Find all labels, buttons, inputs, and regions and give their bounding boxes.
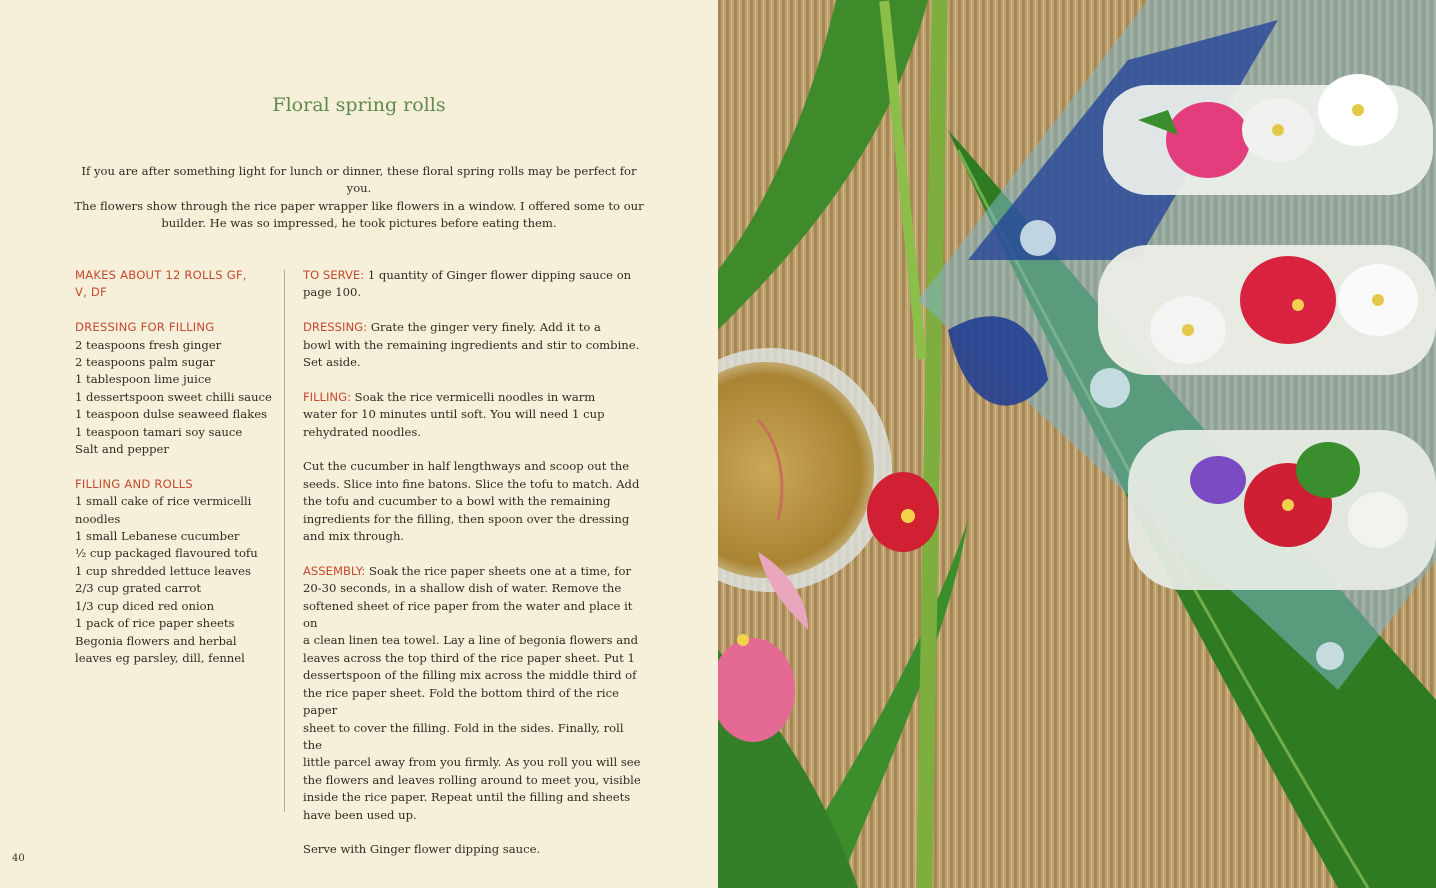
ingredient-item: noodles bbox=[75, 511, 121, 526]
to-serve-label: TO SERVE: bbox=[303, 268, 365, 282]
filling-label: FILLING: bbox=[303, 389, 351, 404]
recipe-title: Floral spring rolls bbox=[272, 94, 446, 116]
method-line: Serve with Ginger flower dipping sauce. bbox=[303, 842, 541, 857]
ingredient-item: 1 pack of rice paper sheets bbox=[75, 616, 235, 631]
method-line: the rice paper sheet. Fold the bottom third of the rice paper bbox=[303, 685, 619, 718]
ingredient-item: 1 dessertspoon sweet chilli sauce bbox=[75, 389, 272, 404]
photo-illustration bbox=[718, 0, 1436, 888]
method-line: 20-30 seconds, in a shallow dish of water. Remove the bbox=[303, 581, 622, 596]
intro-line: builder. He was so impressed, he took pictures before eating them. bbox=[161, 216, 557, 231]
method-line: Grate the ginger very finely. Add it to a bbox=[367, 320, 601, 335]
assembly-step bbox=[303, 563, 643, 824]
ingredient-item: Salt and pepper bbox=[75, 442, 169, 457]
method-line: bowl with the remaining ingredients and stir to combine. bbox=[303, 337, 640, 352]
ingredient-item: 1/3 cup diced red onion bbox=[75, 598, 215, 613]
method-line: Cut the cucumber in half lengthways and scoop out the bbox=[303, 459, 630, 474]
method-column bbox=[303, 267, 643, 876]
method-line: have been used up. bbox=[303, 807, 417, 822]
ingredient-item: ½ cup packaged flavoured tofu bbox=[75, 546, 258, 561]
red-begonia-flower bbox=[867, 472, 939, 552]
dressing-ingredients bbox=[75, 319, 275, 458]
ingredient-item: 1 teaspoon tamari soy sauce bbox=[75, 424, 243, 439]
method-line: dessertspoon of the filling mix across the middle third of bbox=[303, 668, 637, 683]
to-serve-step bbox=[303, 267, 643, 302]
yield-line: V, DF bbox=[75, 285, 107, 300]
method-line: seeds. Slice into fine batons. Slice the tofu to match. Add bbox=[303, 476, 640, 491]
method-line: Soak the rice paper sheets one at a time, for bbox=[365, 563, 632, 578]
method-line: Soak the rice vermicelli noodles in warm bbox=[351, 389, 596, 404]
method-line: ingredients for the filling, then spoon over the dressing bbox=[303, 511, 630, 526]
method-line: leaves across the top third of the rice paper sheet. Put 1 bbox=[303, 650, 635, 665]
serve-step bbox=[303, 841, 643, 858]
method-line: rehydrated noodles. bbox=[303, 424, 421, 439]
method-line: page 100. bbox=[303, 285, 362, 300]
ingredient-item: 1 small Lebanese cucumber bbox=[75, 529, 240, 544]
method-line: the tofu and cucumber to a bowl with the remaining bbox=[303, 494, 611, 509]
ingredient-item: 1 small cake of rice vermicelli bbox=[75, 494, 252, 509]
ingredient-item: leaves eg parsley, dill, fennel bbox=[75, 650, 245, 665]
spring-roll bbox=[1103, 74, 1433, 195]
recipe-intro bbox=[70, 163, 648, 233]
spring-rolls-photo bbox=[718, 0, 1436, 888]
spring-roll bbox=[1128, 430, 1436, 590]
assembly-label: ASSEMBLY: bbox=[303, 563, 366, 578]
spring-roll bbox=[1098, 245, 1436, 375]
column-divider bbox=[284, 270, 285, 812]
ingredient-item: 1 cup shredded lettuce leaves bbox=[75, 563, 251, 578]
yield-line: MAKES ABOUT 12 ROLLS GF, bbox=[75, 268, 247, 282]
ingredient-item: Begonia flowers and herbal bbox=[75, 633, 237, 648]
method-line: a clean linen tea towel. Lay a line of begonia flowers and bbox=[303, 633, 639, 648]
cut-step bbox=[303, 458, 643, 545]
filling-step bbox=[303, 389, 643, 441]
ingredient-item: 2 teaspoons palm sugar bbox=[75, 355, 215, 370]
method-line: the flowers and leaves rolling around to meet you, visible bbox=[303, 772, 641, 787]
ingredient-item: 2 teaspoons fresh ginger bbox=[75, 337, 222, 352]
method-line: inside the rice paper. Repeat until the filling and sheets bbox=[303, 790, 631, 805]
dressing-step bbox=[303, 319, 643, 371]
filling-heading: FILLING AND ROLLS bbox=[75, 476, 193, 491]
yield-info bbox=[75, 267, 275, 302]
ingredients-column bbox=[75, 267, 275, 685]
method-line: softened sheet of rice paper from the water and place it on bbox=[303, 598, 633, 631]
ingredient-item: 1 tablespoon lime juice bbox=[75, 372, 212, 387]
method-line: sheet to cover the filling. Fold in the sides. Finally, roll the bbox=[303, 720, 624, 752]
ingredient-item: 2/3 cup grated carrot bbox=[75, 581, 202, 596]
intro-line: If you are after something light for lunch or dinner, these floral spring rolls may be perfect for you. bbox=[81, 164, 637, 196]
filling-ingredients bbox=[75, 476, 275, 667]
page-number: 40 bbox=[12, 853, 25, 864]
method-line: little parcel away from you firmly. As you roll you will see bbox=[303, 755, 641, 770]
dressing-heading: DRESSING FOR FILLING bbox=[75, 320, 215, 335]
dressing-label: DRESSING: bbox=[303, 320, 368, 335]
method-line: water for 10 minutes until soft. You will need 1 cup bbox=[303, 407, 605, 422]
method-line: 1 quantity of Ginger flower dipping sauce on bbox=[364, 268, 632, 282]
intro-line: The flowers show through the rice paper wrapper like flowers in a window. I offered some to our bbox=[74, 198, 644, 213]
method-line: and mix through. bbox=[303, 529, 405, 544]
ingredient-item: 1 teaspoon dulse seaweed flakes bbox=[75, 407, 268, 422]
method-line: Set aside. bbox=[303, 355, 361, 370]
